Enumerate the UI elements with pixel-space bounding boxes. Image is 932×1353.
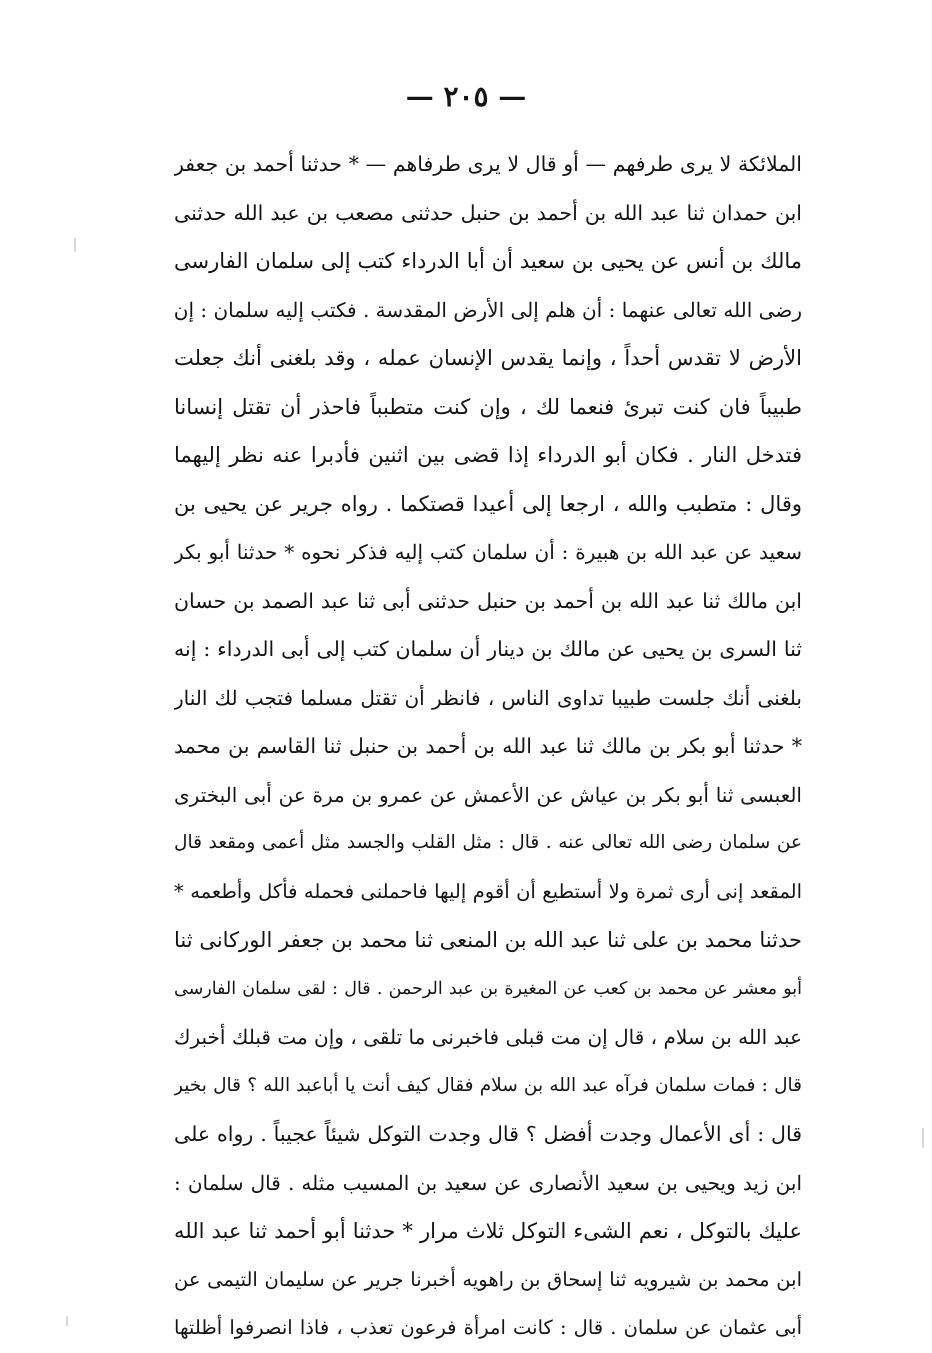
text-line: ابن زيد ويحيى بن سعيد الأنصارى عن سعيد بن المسيب مثله . قال سلمان :: [174, 1170, 802, 1195]
text-line: عليك بالتوكل ، نعم الشىء التوكل ثلاث مرار * حدثنا أبو أحمد ثنا عبد الله: [174, 1219, 802, 1243]
text-line: بلغنى أنك جلست طبيبا تداوى الناس ، فانظر أن تقتل مسلما فتجب لك النار: [174, 685, 802, 710]
text-line: سعيد عن عبد الله بن هبيرة : أن سلمان كتب إليه فذكر نحوه * حدثنا أبو بكر: [174, 540, 802, 564]
scan-margin-mark: [66, 1316, 68, 1326]
text-line: ابن مالك ثنا عبد الله بن أحمد بن حنبل حدثنى أبى ثنا عبد الصمد بن حسان: [174, 588, 802, 613]
body-text: [174, 140, 802, 1353]
text-line: قال : فمات سلمان فرآه عبد الله بن سلام فقال كيف أنت يا أباعبد الله ؟ قال بخير: [174, 1074, 802, 1096]
text-line: أبو معشر عن محمد بن كعب عن المغيرة بن عبد الرحمن . قال : لقى سلمان الفارسى: [174, 978, 802, 999]
text-line: حدثنا محمد بن على ثنا عبد الله بن المنعى ثنا محمد بن جعفر الوركانى ثنا: [174, 928, 802, 952]
text-line: * حدثنا أبو بكر بن مالك ثنا عبد الله بن أحمد بن حنبل ثنا القاسم بن محمد: [174, 734, 802, 758]
text-line: ابن محمد بن شيرويه ثنا إسحاق بن راهويه أخبرنا جرير عن سليمان التيمى عن: [174, 1267, 802, 1291]
text-line: الأرض لا تقدس أحداً ، وإنما يقدس الإنسان عمله ، وقد بلغنى أنك جعلت: [174, 346, 802, 370]
text-line: ثنا السرى بن يحيى عن مالك بن دينار أن سلمان كتب إلى أبى الدرداء : إنه: [174, 637, 802, 661]
text-line: الملائكة لا يرى طرفهم — أو قال لا يرى طرفاهم — * حدثنا أحمد بن جعفر: [174, 152, 802, 176]
text-line: أبى عثمان عن سلمان . قال : كانت امرأة فرعون تعذب ، فاذا انصرفوا أظلتها: [174, 1316, 802, 1339]
text-line: العبسى ثنا أبو بكر بن عياش عن الأعمش عن عمرو بن مرة عن أبى البخترى: [174, 782, 802, 807]
text-line: رضى الله تعالى عنهما : أن هلم إلى الأرض المقدسة . فكتب إليه سلمان : إن: [174, 297, 802, 322]
text-line: مالك بن أنس عن يحيى بن سعيد أن أبا الدرداء كتب إلى سلمان الفارسى: [174, 249, 802, 273]
text-line: قال : أى الأعمال وجدت أفضل ؟ قال وجدت التوكل شيئاً عجيباً . رواه على: [174, 1122, 802, 1146]
text-line: المقعد إنى أرى ثمرة ولا أستطيع أن أقوم إليها فاحملنى فحمله فأكل وأطعمه *: [174, 879, 802, 903]
scan-margin-mark: [922, 1128, 924, 1148]
scan-margin-mark: [74, 238, 76, 252]
text-line: عبد الله بن سلام ، قال إن مت قبلى فاخبرنى ما تلقى ، وإن مت قبلك أخبرك: [174, 1025, 802, 1049]
text-line: وقال : متطبب والله ، ارجعا إلى أعيدا قصتكما . رواه جرير عن يحيى بن: [174, 491, 802, 516]
text-line: ابن حمدان ثنا عبد الله بن أحمد بن حنبل حدثنى مصعب بن عبد الله حدثنى: [174, 200, 802, 225]
text-line: طبيباً فان كنت تبرئ فنعما لك ، وإن كنت متطبباً فاحذر أن تقتل إنسانا: [174, 394, 802, 419]
text-line: فتدخل النار . فكان أبو الدرداء إذا قضى بين اثنين فأدبرا عنه نظر إليهما: [174, 443, 802, 467]
text-line: عن سلمان رضى الله تعالى عنه . قال : مثل القلب والجسد مثل أعمى ومقعد قال: [174, 832, 802, 853]
page-number: — ٢٠٥ —: [405, 80, 527, 113]
